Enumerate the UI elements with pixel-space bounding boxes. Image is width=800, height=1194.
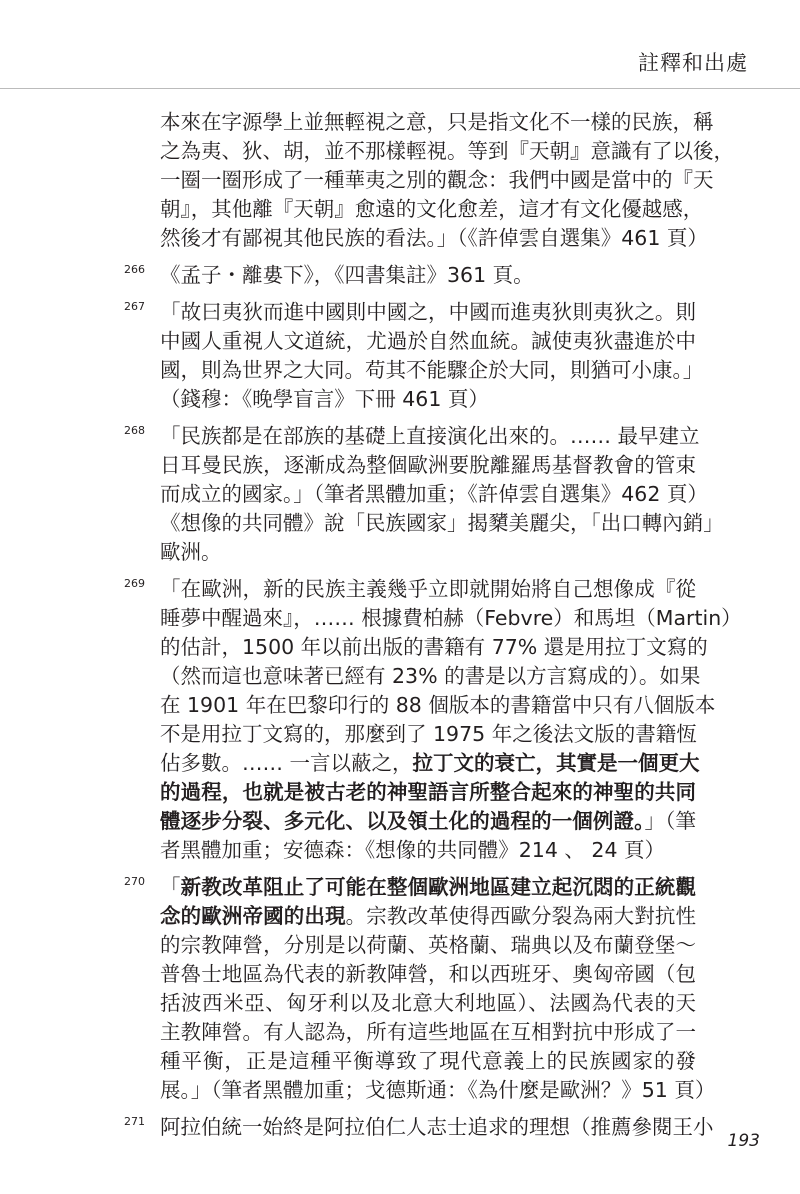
note-268	[124, 422, 724, 567]
note-271	[124, 1113, 714, 1142]
text-line: 種平衡，正是這種平衡導致了現代意義上的民族國家的發	[160, 1049, 696, 1073]
text-line-mixed	[160, 749, 700, 778]
text-line: 歐洲。	[160, 540, 222, 564]
text-line: 「故曰夷狄而進中國則中國之，中國而進夷狄則夷狄之。則	[160, 300, 696, 324]
text-line: 的估計，1500 年以前出版的書籍有 77% 還是用拉丁文寫的	[160, 635, 708, 659]
text-line: 朝』，其他離『天朝』愈遠的文化愈差，這才有文化優越感，	[160, 197, 704, 221]
text-line: 日耳曼民族，逐漸成為整個歐洲要脫離羅馬基督教會的管束	[160, 453, 696, 477]
text-line: （錢穆：《晚學盲言》下冊 461 頁）	[160, 387, 489, 411]
text-line-mixed	[160, 807, 696, 836]
text-line-mixed	[160, 873, 696, 902]
bold-text: 新教改革阻止了可能在整個歐洲地區建立起沉悶的正統觀	[180, 875, 697, 899]
text-line: 睡夢中醒過來』，…… 根據費柏赫（Febvre）和馬坦（Martin）	[160, 606, 742, 630]
text-line-mixed	[160, 902, 696, 931]
text-line: 的宗教陣營，分別是以荷蘭、英格蘭、瑞典以及布蘭登堡～	[160, 933, 696, 957]
note-269	[124, 575, 742, 865]
bold-text: 的過程，也就是被古老的神聖語言所整合起來的神聖的共同	[160, 780, 696, 804]
text-line: 《想像的共同體》說「民族國家」揭櫫美麗尖，「出口轉內銷」	[160, 511, 724, 535]
bold-text: 念的歐洲帝國的出現	[160, 904, 346, 928]
text-line: 《孟子・離婁下》，《四書集註》361 頁。	[160, 263, 534, 287]
text-line: 國，則為世界之大同。苟其不能驟企於大同，則猶可小康。」	[160, 358, 704, 382]
bold-text: 拉丁文的衰亡，其實是一個更大	[412, 751, 700, 775]
text-line: 中國人重視人文道統，尤過於自然血統。誠使夷狄盡進於中	[160, 329, 696, 353]
text-line-bold	[160, 778, 696, 807]
text-line: 普魯士地區為代表的新教陣營，和以西班牙、奧匈帝國（包	[160, 962, 696, 986]
text-line: 展。」（筆者黑體加重；戈德斯通：《為什麼是歐洲？》51 頁）	[160, 1078, 716, 1102]
text-line: 在 1901 年在巴黎印行的 88 個版本的書籍當中只有八個版本	[160, 693, 716, 717]
text-line: 之為夷、狄、胡，並不那樣輕視。等到『天朝』意識有了以後，	[160, 139, 734, 163]
text-line: 者黑體加重；安德森：《想像的共同體》214 、 24 頁）	[160, 838, 666, 862]
text-line: 一圈一圈形成了一種華夷之別的觀念：我們中國是當中的『天	[160, 168, 714, 192]
plain-text: 「	[160, 875, 181, 899]
text-line: 「在歐洲，新的民族主義幾乎立即就開始將自己想像成『從	[160, 577, 696, 601]
text-line: （然而這也意味著已經有 23% 的書是以方言寫成的）。如果	[160, 664, 701, 688]
running-header: 註釋和出處	[638, 51, 748, 75]
text-line: 而成立的國家。」（筆者黑體加重；《許倬雲自選集》462 頁）	[160, 482, 708, 506]
note-267	[124, 298, 704, 414]
page-number: 193	[727, 1131, 760, 1151]
note-270	[124, 873, 716, 1105]
plain-text: 佔多數。…… 一言以蔽之，	[160, 751, 413, 775]
note-number: 271	[124, 1115, 145, 1128]
text-line: 「民族都是在部族的基礎上直接演化出來的。…… 最早建立	[160, 424, 700, 448]
plain-text: 。宗教改革使得西歐分裂為兩大對抗性	[345, 904, 697, 928]
note-number: 268	[124, 424, 145, 437]
text-line: 阿拉伯統一始終是阿拉伯仁人志士追求的理想（推薦參閱王小	[160, 1115, 714, 1139]
plain-text: 」（筆	[644, 809, 697, 833]
bold-text: 體逐步分裂、多元化、以及領土化的過程的一個例證。	[160, 809, 645, 833]
note-number: 267	[124, 300, 145, 313]
note-266	[124, 261, 696, 290]
text-line: 不是用拉丁文寫的，那麼到了 1975 年之後法文版的書籍恆	[160, 722, 697, 746]
endnotes	[124, 108, 742, 1150]
note-number: 269	[124, 577, 145, 590]
note-continuation	[124, 108, 734, 253]
text-line: 然後才有鄙視其他民族的看法。」（《許倬雲自選集》461 頁）	[160, 226, 708, 250]
header-rule	[0, 88, 800, 89]
text-line: 本來在字源學上並無輕視之意，只是指文化不一樣的民族，稱	[160, 110, 714, 134]
note-number: 270	[124, 875, 145, 888]
text-line: 括波西米亞、匈牙利以及北意大利地區）、法國為代表的天	[160, 991, 696, 1015]
note-number: 266	[124, 263, 145, 276]
text-line: 主教陣營。有人認為，所有這些地區在互相對抗中形成了一	[160, 1020, 696, 1044]
